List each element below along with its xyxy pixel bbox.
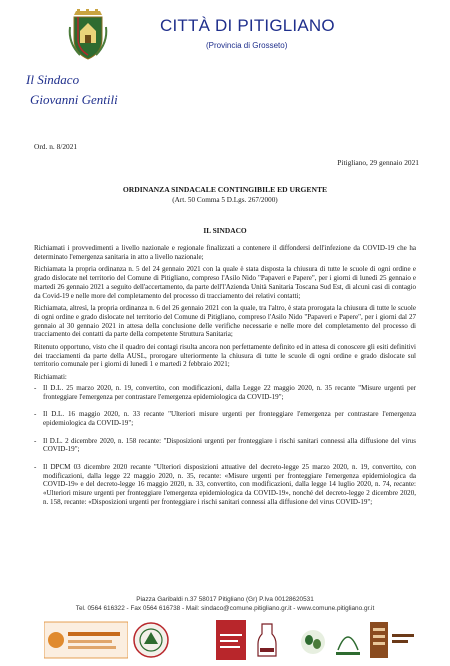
signature-title: Il Sindaco xyxy=(26,72,80,87)
province-name: (Provincia di Grosseto) xyxy=(206,41,288,50)
list-item: - Il D.L. 25 marzo 2020, n. 19, convertito, con modificazioni, dalla Legge 22 maggio 2020, n. 35 recante "Misure urgenti per fronteggiare l'emergenza per contrastare l'emergenza epidemiologica da COVID-19"; xyxy=(34,384,416,401)
letterhead xyxy=(0,0,450,120)
bullet-list xyxy=(34,384,416,507)
document-subtitle: (Art. 50 Comma 5 D.Lgs. 267/2000) xyxy=(172,196,278,204)
list-item: - Il DPCM 03 dicembre 2020 recante "Ulteriori disposizioni attuative del decreto-legge 25 marzo 2020, n. 19, convertito, con modificazioni, dalla legge 22 maggio 2020, n. 35, recante: «Misure urgenti per fronteggiare l'emergenza epidemiologica da COVID-19» e del decreto-legge 16 maggio 2020, n. 33, convertito, con modificazioni, dalla legge 14 luglio 2020, n. 74, recante: «Ulteriori misure urgenti per fronteggiare l'emergenza epidemiologica da COVID-19», nonché del decreto-legge 2 dicembre 2020, n. 158, recante: «Disposizioni urgenti per fronteggiare i rischi sanitari connessi alla diffusione del virus COVID-19"; xyxy=(34,463,416,507)
ordinance-number: Ord. n. 8/2021 xyxy=(34,142,78,151)
libera-logo-icon xyxy=(216,620,246,660)
signature-name: Giovanni Gentili xyxy=(30,92,118,107)
paragraph: Richiamata la propria ordinanza n. 5 del 24 gennaio 2021 con la quale è stata disposta la chiusura di tutte le scuole di ogni ordine e grado dislocate nel territorio del Comune di Pitigliano, compreso l'Asilo Nido "Papaveri e Papere", per i giorni di lunedì 25 gennaio e martedì 26 gennaio 2021 a seguito dell'accertamento, da parte dell'l'Azienda Unità Sanitaria Toscana Sud Est, di alcuni casi di contagio da Covid-19 e nelle more del completamento del processo di tracciamento dei relativi contatti; xyxy=(34,265,416,300)
richiamati-label: Richiamati: xyxy=(34,373,67,382)
document-body xyxy=(34,244,416,516)
mayor-heading: IL SINDACO xyxy=(203,226,247,235)
citta-olio-logo-icon xyxy=(334,620,362,660)
pitigliano-logo-icon xyxy=(44,620,128,660)
seal-logo-icon xyxy=(132,620,170,660)
paragraph: Ritenuto opportuno, visto che il quadro dei contagi risulta ancora non perfettamente definito ed in attesa di conoscere gli esiti definitivi dei tracciamenti da parte della AUSL, prorogare ulteriormente la chiusura di tutte le scuole di ogni ordine e grado dislocate sul territorio comunale per i giorni di lunedì 1 e martedì 2 febbraio 2021; xyxy=(34,343,416,369)
vino-logo-icon xyxy=(254,620,280,660)
footer xyxy=(0,596,450,666)
city-name: CITTÀ DI PITIGLIANO xyxy=(160,16,335,35)
footer-address: Piazza Garibaldi n.37 58017 Pitigliano (Gr) P.Iva 00128620531 xyxy=(136,596,314,603)
olive-logo-icon xyxy=(298,620,328,660)
citta-tufo-logo-icon xyxy=(370,620,416,660)
document-date: Pitigliano, 29 gennaio 2021 xyxy=(337,158,419,167)
footer-contacts: Tel. 0564 616322 - Fax 0564 616738 - Mail: sindaco@comune.pitigliano.gr.it - www.comune.pitigliano.gr.it xyxy=(75,605,375,612)
list-item: - Il D.L. 2 dicembre 2020, n. 158 recante: "Disposizioni urgenti per fronteggiare i rischi sanitari connessi alla diffusione del virus COVID-19"; xyxy=(34,437,416,454)
partner-logos xyxy=(0,620,450,664)
paragraph: Richiamata, altresì, la propria ordinanza n. 6 del 26 gennaio 2021 con la quale, tra l'altro, è stata prorogata la chiusura di tutte le scuole di ogni ordine e grado dislocate nel territorio del Comune di Pitigliano, compreso l'Asilo Nido "Papaveri e Papere", per i giorni dal 27 gennaio al 30 gennaio 2021 in attesa della conclusione delle verifiche necessarie e nelle more del completamento del processo di tracciamento dei contatti da parte della competente Struttura Sanitaria; xyxy=(34,304,416,339)
city-crest-icon xyxy=(66,9,110,61)
paragraph: Richiamati i provvedimenti a livello nazionale e regionale finalizzati a contenere il diffondersi dell'infezione da COVID-19 che ha determinato l'emergenza sanitaria in atto a livello nazionale; xyxy=(34,244,416,261)
document-title: ORDINANZA SINDACALE CONTINGIBILE ED URGENTE xyxy=(122,185,328,194)
list-item: - Il D.L. 16 maggio 2020, n. 33 recante "Ulteriori misure urgenti per fronteggiare l'emergenza per contrastare l'emergenza epidemiologica da COVID-19"; xyxy=(34,410,416,427)
